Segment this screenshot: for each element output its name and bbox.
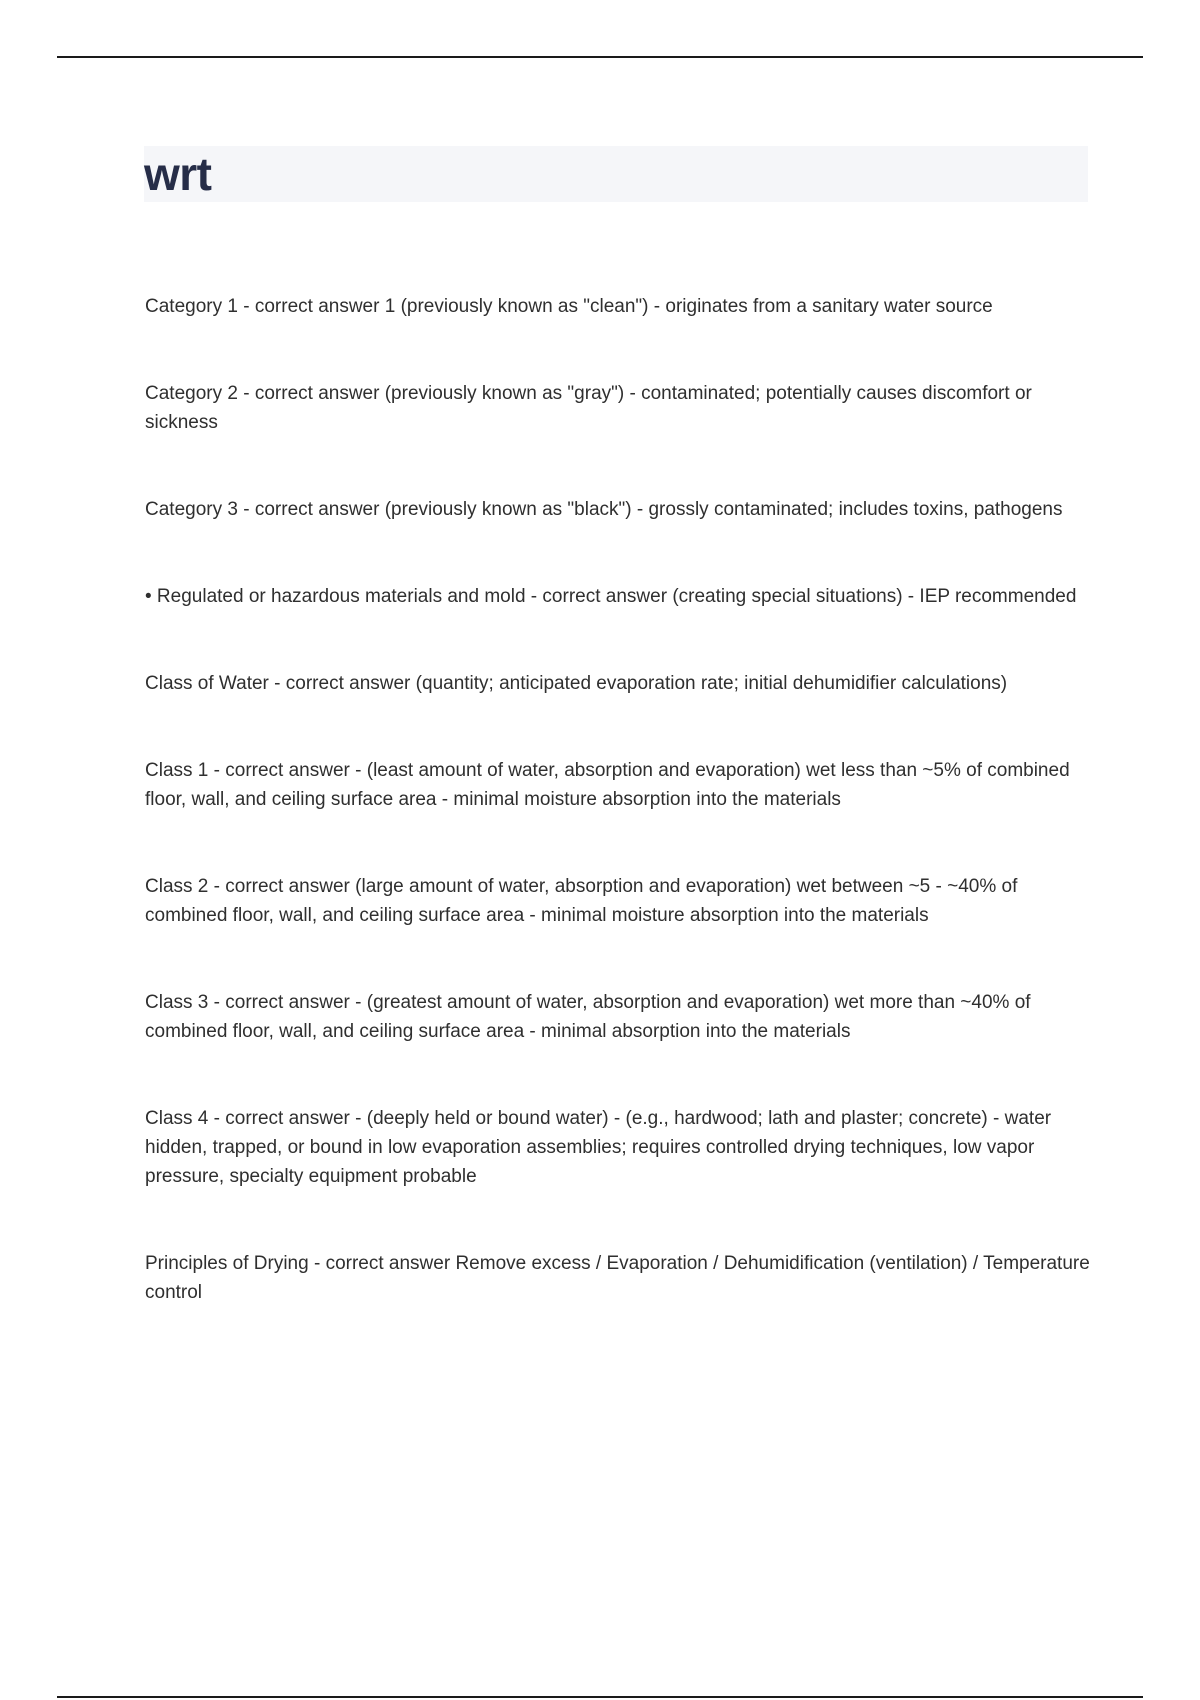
entry-definition: (previously known as "gray") - contaminated; potentially causes discomfort or sickness bbox=[145, 383, 1032, 433]
document-title: wrt bbox=[144, 148, 212, 200]
entry-definition: - (deeply held or bound water) - (e.g., hardwood; lath and plaster; concrete) - water hidden, trapped, or bound in low evaporation assemblies; requires controlled drying techniques, low vapor pressure, specialty equipment probable bbox=[145, 1108, 1052, 1187]
entry-answer-label: correct answer bbox=[285, 673, 411, 694]
entry-term: Class of Water - bbox=[145, 673, 286, 694]
entry-definition: (previously known as "black") - grossly contaminated; includes toxins, pathogens bbox=[384, 499, 1063, 520]
flashcard-entry bbox=[145, 988, 1090, 1046]
entry-term: Class 3 - bbox=[145, 992, 225, 1013]
entry-definition: 1 (previously known as "clean") - originates from a sanitary water source bbox=[384, 296, 993, 317]
flashcard-entry bbox=[145, 872, 1090, 930]
entry-term: • Regulated or hazardous materials and mold - bbox=[145, 586, 542, 607]
entry-term: Principles of Drying - bbox=[145, 1253, 326, 1274]
entry-answer-label: correct answer bbox=[254, 383, 380, 404]
entry-answer-label: correct answer bbox=[325, 1253, 451, 1274]
flashcard-list bbox=[145, 292, 1090, 1365]
entry-term: Category 3 - bbox=[145, 499, 255, 520]
entry-answer-label: correct answer bbox=[225, 992, 350, 1013]
entry-answer-label: correct answer bbox=[225, 1108, 350, 1129]
flashcard-entry bbox=[145, 495, 1090, 524]
flashcard-entry bbox=[145, 582, 1090, 611]
entry-answer-label: correct answer bbox=[254, 499, 380, 520]
flashcard-entry bbox=[145, 1249, 1090, 1307]
entry-definition: (large amount of water, absorption and evaporation) wet between ~5 - ~40% of combined floor, wall, and ceiling surface area - minimal moisture absorption into the materials bbox=[145, 876, 1018, 926]
entry-definition: (quantity; anticipated evaporation rate; initial dehumidifier calculations) bbox=[415, 673, 1008, 694]
entry-term: Category 1 - bbox=[145, 296, 255, 317]
flashcard-entry bbox=[145, 292, 1090, 321]
footer-rule bbox=[57, 1696, 1143, 1698]
entry-term: Class 4 - bbox=[145, 1108, 225, 1129]
entry-term: Category 2 - bbox=[145, 383, 255, 404]
entry-answer-label: correct answer bbox=[225, 876, 350, 897]
title-band bbox=[144, 146, 1088, 202]
flashcard-entry bbox=[145, 756, 1090, 814]
entry-definition: - (least amount of water, absorption and evaporation) wet less than ~5% of combined floor, wall, and ceiling surface area - minimal moisture absorption into the materials bbox=[145, 760, 1070, 810]
entry-term: Class 1 - bbox=[145, 760, 225, 781]
flashcard-entry bbox=[145, 1104, 1090, 1191]
entry-definition: Remove excess / Evaporation / Dehumidification (ventilation) / Temperature control bbox=[145, 1253, 1090, 1303]
entry-answer-label: correct answer bbox=[225, 760, 350, 781]
flashcard-entry bbox=[145, 379, 1090, 437]
entry-definition: (creating special situations) - IEP recommended bbox=[672, 586, 1077, 607]
entry-answer-label: correct answer bbox=[254, 296, 380, 317]
entry-term: Class 2 - bbox=[145, 876, 225, 897]
entry-definition: - (greatest amount of water, absorption and evaporation) wet more than ~40% of combined floor, wall, and ceiling surface area - minimal absorption into the materials bbox=[145, 992, 1031, 1042]
flashcard-entry bbox=[145, 669, 1090, 698]
entry-answer-label: correct answer bbox=[542, 586, 668, 607]
header-rule bbox=[57, 56, 1143, 58]
